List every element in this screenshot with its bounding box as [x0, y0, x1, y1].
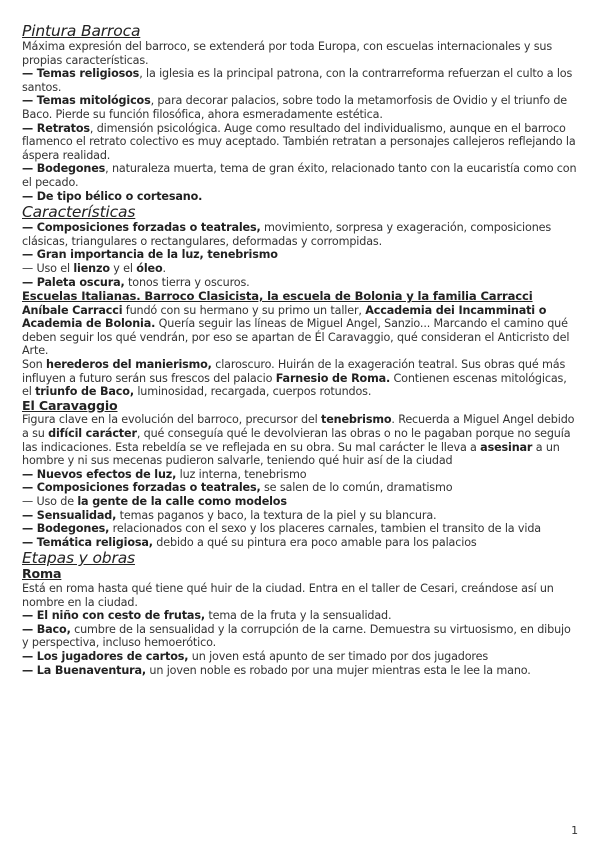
heading-escuelas-italianas: Escuelas Italianas. Barroco Clasicista, la escuela de Bolonia y la familia Carracci — [22, 289, 533, 304]
item-text: , dimensión psicológica. Auge como resultado del individualismo, aunque en el barroco flamenco el retrato colectivo es muy aceptado. También retratan a personajes callejeros reflejando la áspera realidad. — [22, 121, 576, 162]
list-item: — Composiciones forzadas o teatrales, movimiento, sorpresa y exageración, composiciones clásicas, triangulares o rectangulares, deformadas y corrompidas. — [22, 221, 552, 248]
list-item: — Nuevos efectos de luz, luz interna, tenebrismo — [22, 467, 307, 481]
list-item: — Baco, cumbre de la sensualidad y la corrupción de la carne. Demuestra su virtuosismo, en dibujo y perspectiva, incluso hemoerótico. — [22, 622, 571, 650]
paragraph-intro: Máxima expresión del barroco, se extenderá por toda Europa, con escuelas internacionales y sus propias características. — [22, 40, 553, 67]
list-item — [22, 94, 578, 121]
list-item: — Bodegones, relacionados con el sexo y los placeres carnales, tambien el transito de la vida — [22, 522, 541, 536]
list-item — [22, 190, 578, 204]
item-text: , naturaleza muerta, tema de gran éxito, relacionado tanto con la eucaristía como con el pecado. — [22, 162, 577, 189]
item-label: — Temas religiosos — [22, 67, 140, 81]
list-item: — La Buenaventura, un joven noble es robado por una mujer mientras esta le lee la mano. — [22, 663, 531, 677]
list-item: — Temática religiosa, debido a qué su pintura era poco amable para los palacios — [22, 535, 477, 549]
item-text: , para decorar palacios, sobre todo la metamorfosis de Ovidio y el triunfo de Baco. Pierde su función filosófica, ahora esmeradamente estética. — [22, 94, 567, 121]
item-label: — De tipo bélico o cortesano. — [22, 189, 203, 203]
list-item: — Sensualidad, temas paganos y baco, la textura de la piel y su blancura. — [22, 508, 437, 522]
list-item: — Uso de la gente de la calle como modelos — [22, 495, 287, 508]
heading-etapas-y-obras: Etapas y obras — [22, 549, 135, 568]
item-text: , la iglesia es la principal patrona, con la contrarreforma refuerzan el culto a los santos. — [22, 67, 573, 94]
list-item — [22, 122, 578, 163]
heading-pintura-barroca: Pintura Barroca — [22, 22, 141, 40]
heading-caracteristicas: Características — [22, 203, 136, 222]
item-label: — Retratos — [22, 121, 90, 135]
paragraph-roma: Está en roma hasta qué tiene qué huir de la ciudad. Entra en el taller de Cesari, creándose así un nombre en la ciudad. — [22, 581, 554, 609]
list-item — [22, 162, 578, 189]
list-item: — Gran importancia de la luz, tenebrismo — [22, 248, 278, 262]
list-item: — Uso el lienzo y el óleo. — [22, 261, 166, 275]
paragraph-caravaggio: Figura clave en la evolución del barroco, precursor del tenebrismo. Recuerda a Miguel Angel debido a su difícil carácter, qué conseguía qué le devolvieran las obras o no le pagaban porque no seguía las indicaciones. Esta rebeldía se ve reflejada en su obra. Su mal carácter le lleva a asesinar a un hombre y ni sus mecenas pudieron salvarle, teniendo qué huir así de la ciudad — [22, 413, 575, 468]
item-label: — Bodegones — [22, 162, 106, 176]
paragraph-herederos: Son herederos del manierismo, claroscuro. Huirán de la exageración teatral. Sus obras qué más influyen a futuro serán sus frescos del palacio Farnesio de Roma. Contienen escenas mitológicas, el triunfo de Baco, luminosidad, recargada, cuerpos rotundos. — [22, 358, 567, 399]
list-item: — Paleta oscura, tonos tierra y oscuros. — [22, 275, 250, 289]
page-number: 1 — [571, 824, 578, 838]
list-item: — Los jugadores de cartos, un joven está apunto de ser timado por dos jugadores — [22, 649, 489, 663]
subheading-roma: Roma — [22, 566, 62, 582]
paragraph-carracci: Aníbale Carracci fundó con su hermano y su primo un taller, Accademia dei Incamminati o Academia de Bolonia. Quería seguir las líneas de Miguel Angel, Sanzio... Marcando el camino qué deben seguir los qué vendrán, por eso se apartan de Él Caravaggio, qué consideran el Anticristo del Arte. — [22, 303, 570, 358]
heading-el-caravaggio: El Caravaggio — [22, 397, 118, 413]
list-item — [22, 67, 578, 94]
item-label: — Temas mitológicos — [22, 94, 151, 108]
list-item: — El niño con cesto de frutas, tema de la fruta y la sensualidad. — [22, 609, 392, 623]
list-item: — Composiciones forzadas o teatrales, se salen de lo común, dramatismo — [22, 481, 453, 495]
